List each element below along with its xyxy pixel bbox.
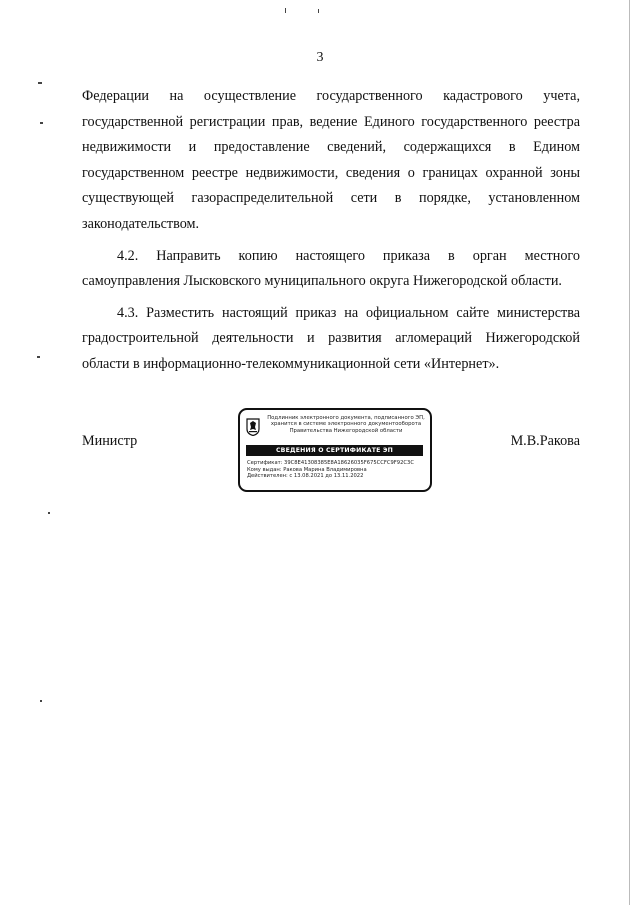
- scan-mark: [38, 82, 42, 84]
- text-line: 4.3. Разместить настоящий приказ на официальном сайте министерства: [117, 304, 580, 321]
- certificate-validity: Действителен: с 13.08.2021 до 13.11.2022: [247, 473, 364, 480]
- scan-edge-line: [629, 0, 630, 905]
- scan-mark: [318, 9, 319, 13]
- paragraph-continuation: [82, 84, 580, 238]
- signer-position: Министр: [82, 433, 138, 449]
- page-number: 3: [316, 50, 324, 65]
- stamp-header-line: хранится в системе электронного документооборота: [270, 421, 422, 428]
- stamp-title-bar: СВЕДЕНИЯ О СЕРТИФИКАТЕ ЭП: [246, 445, 423, 456]
- signer-name: М.В.Ракова: [510, 433, 580, 449]
- text-line: Федерации на осуществление государственного кадастрового учета,: [82, 88, 580, 104]
- text-line: государственной регистрации прав, ведение Единого государственного реестра: [82, 113, 580, 130]
- text-line: существующей газораспределительной сети в порядке, установленном: [82, 190, 580, 207]
- scan-mark: [37, 356, 40, 358]
- text-line: градостроительной деятельности и развития агломераций Нижегородской: [82, 330, 580, 347]
- text-line: самоуправления Лысковского муниципального округа Нижегородской области.: [82, 273, 562, 290]
- scan-mark: [40, 122, 43, 124]
- stamp-header-line: Правительства Нижегородской области: [289, 427, 403, 434]
- certificate-owner: Кому выдан: Ракова Марина Владимировна: [247, 466, 367, 473]
- certificate-number: Сертификат: 39C8E41308385E8A18626035F675CCFC9F92C3C: [247, 460, 414, 466]
- electronic-signature-stamp: [238, 408, 432, 492]
- scan-mark: [48, 512, 50, 514]
- paragraph-4-2: [82, 244, 580, 295]
- stamp-header-line: Подлинник электронного документа, подписанного ЭП,: [267, 415, 425, 421]
- scan-mark: [285, 8, 286, 13]
- scan-mark: [40, 700, 42, 702]
- text-line: 4.2. Направить копию настоящего приказа в орган местного: [117, 247, 580, 264]
- stamp-header: [264, 415, 428, 434]
- stamp-certificate-info: [247, 460, 425, 480]
- paragraph-4-3: [82, 301, 580, 378]
- document-body: [82, 84, 580, 378]
- text-line: государственном реестре недвижимости, сведения о границах охранной зоны: [82, 164, 580, 181]
- text-line: законодательством.: [82, 215, 200, 232]
- text-line: недвижимости и предоставление сведений, содержащихся в Едином: [82, 139, 580, 156]
- coat-of-arms-icon: [246, 418, 260, 436]
- text-line: области в информационно-телекоммуникационной сети «Интернет».: [82, 355, 500, 372]
